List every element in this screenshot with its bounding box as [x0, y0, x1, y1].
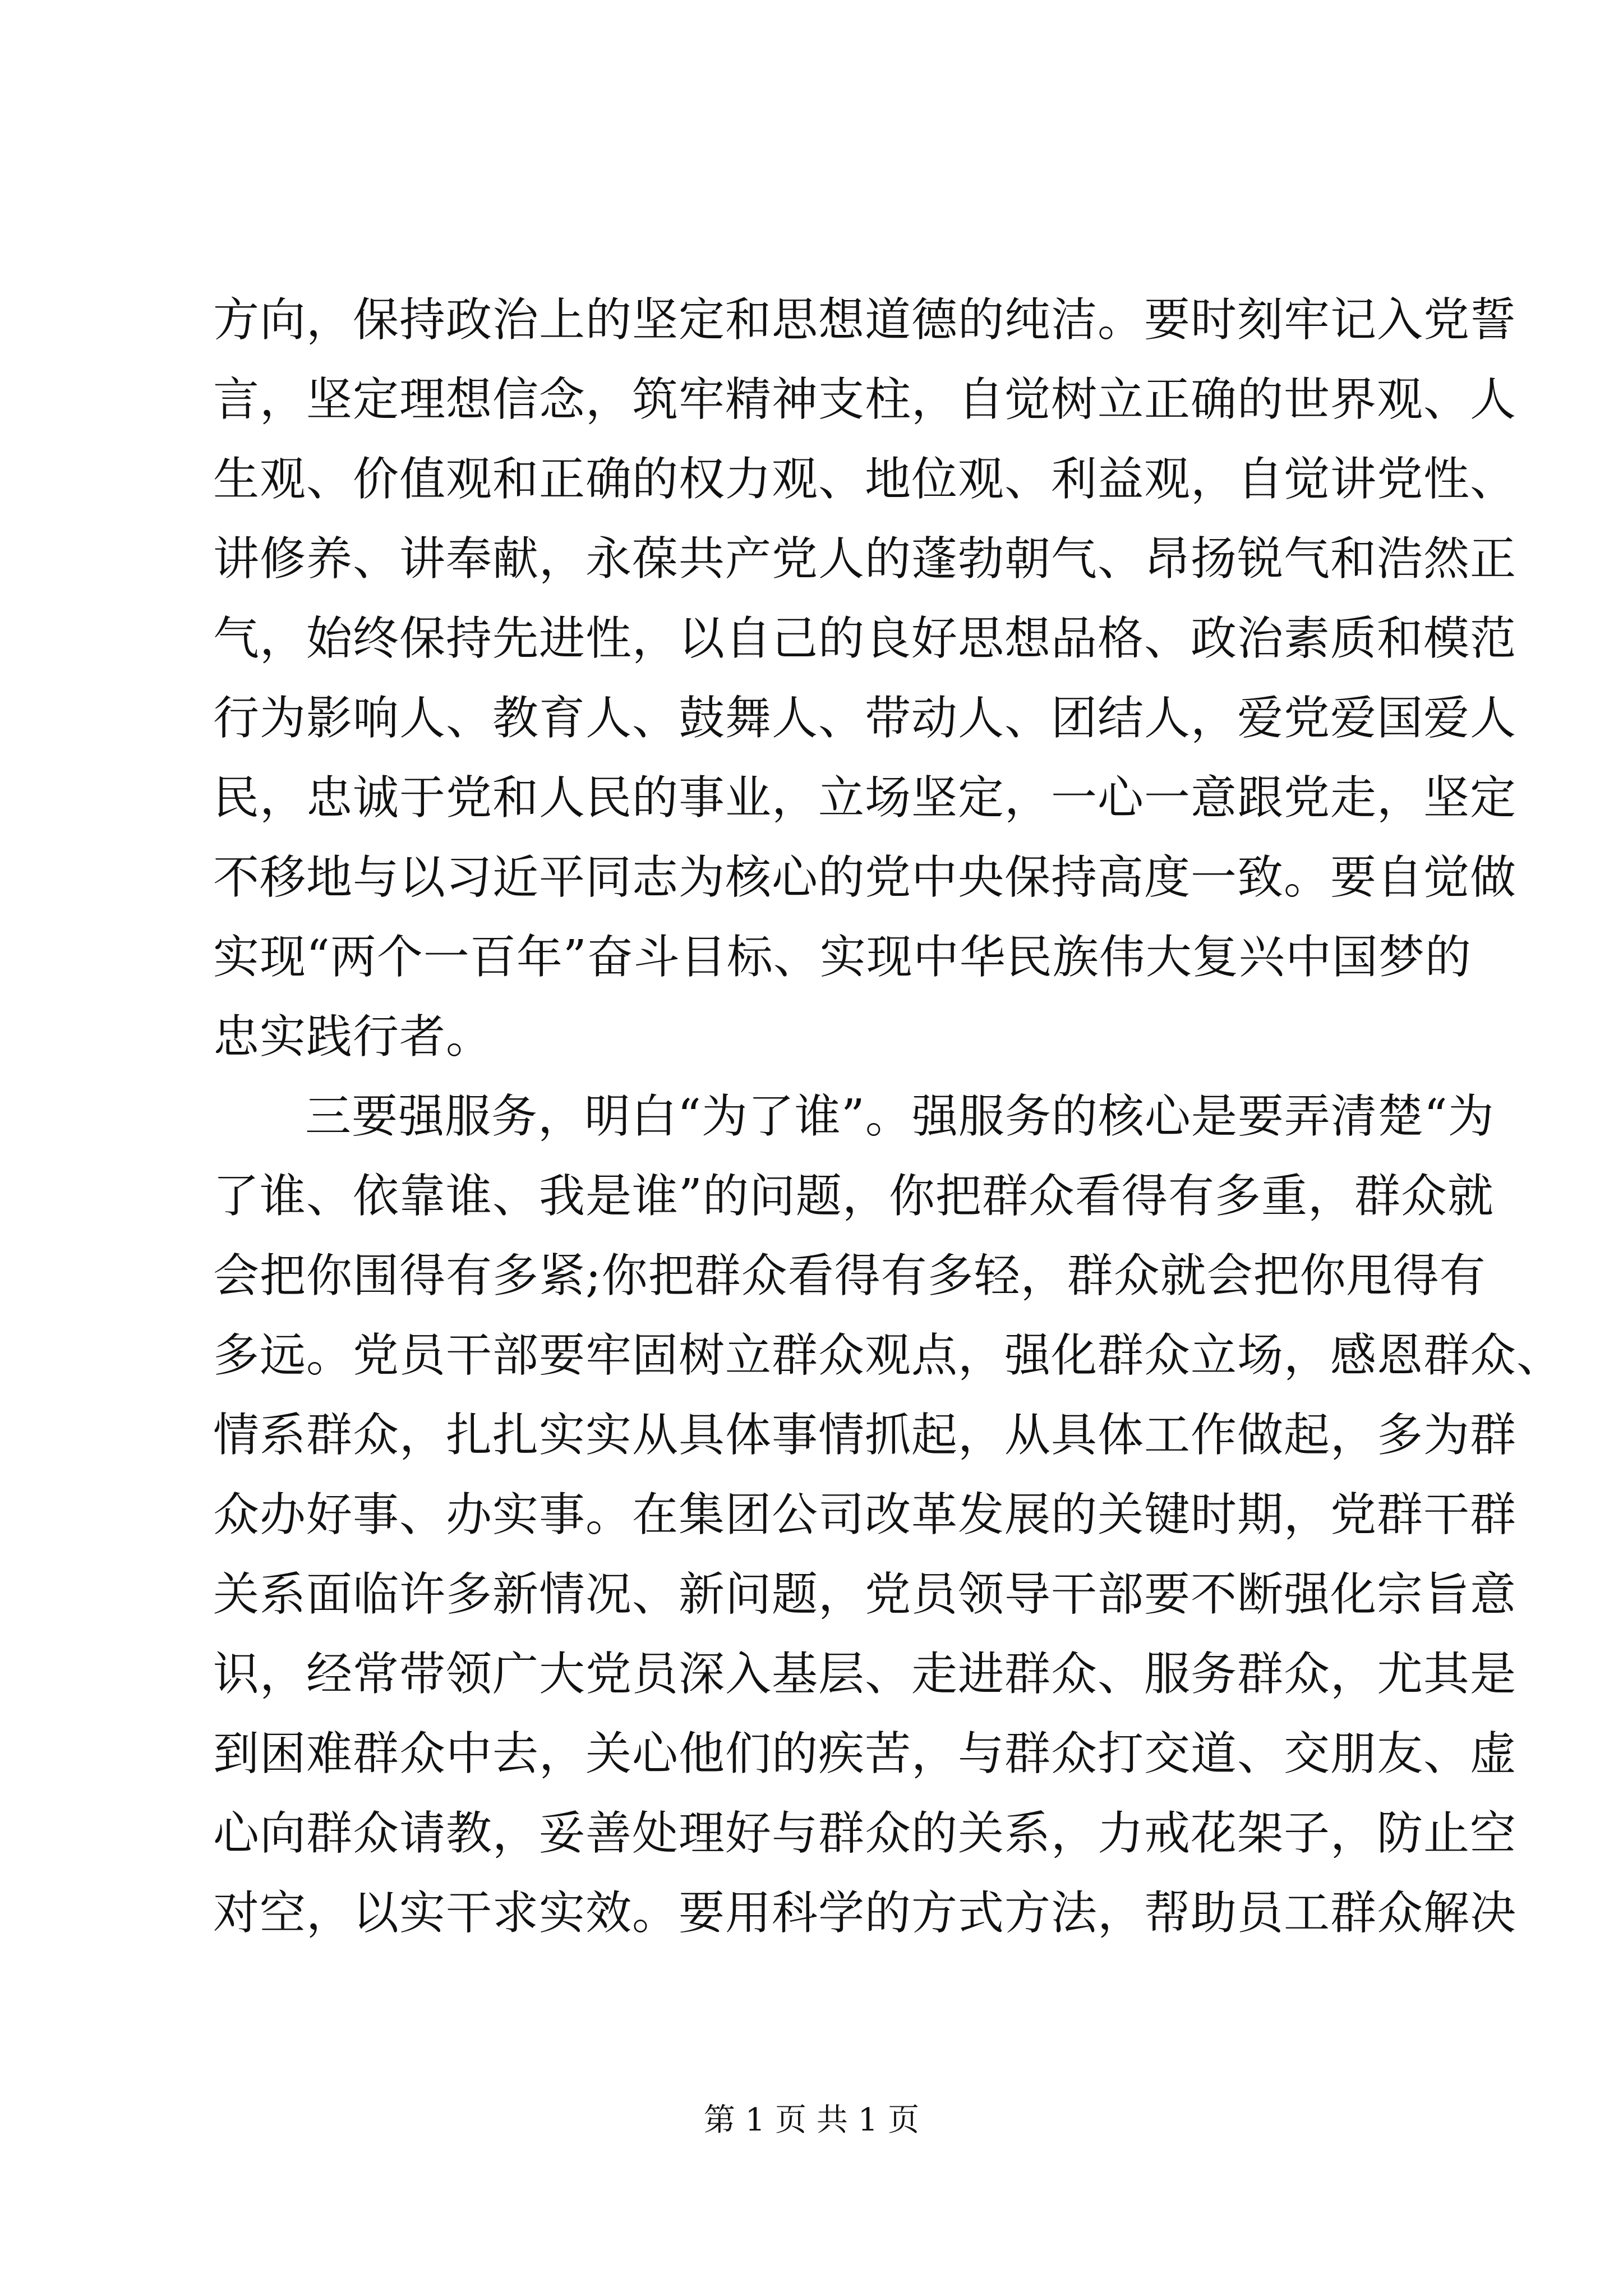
text-line: 气，始终保持先进性，以自己的良好思想品格、政治素质和模范: [213, 612, 1517, 665]
text-line: 众办好事、办实事。在集团公司改革发展的关键时期，党群干群: [213, 1488, 1517, 1542]
text-line-paragraph-end: 忠实践行者。: [213, 1010, 493, 1064]
text-line: 心向群众请教，妥善处理好与群众的关系，力戒花架子，防止空: [213, 1807, 1517, 1860]
text-line: 到困难群众中去，关心他们的疾苦，与群众打交道、交朋友、虚: [213, 1727, 1517, 1780]
text-line: 行为影响人、教育人、鼓舞人、带动人、团结人，爱党爱国爱人: [213, 692, 1517, 745]
text-line: 多远。党员干部要牢固树立群众观点，强化群众立场，感恩群众、: [213, 1329, 1564, 1382]
text-line: 方向，保持政治上的坚定和思想道德的纯洁。要时刻牢记入党誓: [213, 293, 1517, 347]
page-footer: [0, 2098, 1623, 2143]
text-line: 关系面临许多新情况、新问题，党员领导干部要不断强化宗旨意: [213, 1568, 1517, 1621]
text-line: 识，经常带领广大党员深入基层、走进群众、服务群众，尤其是: [213, 1648, 1517, 1701]
text-line: 了谁、依靠谁、我是谁”的问题，你把群众看得有多重，群众就: [213, 1170, 1494, 1223]
text-line-paragraph-start: 三要强服务，明白“为了谁”。强服务的核心是要弄清楚“为: [305, 1090, 1495, 1143]
text-line: 言，坚定理想信念，筑牢精神支柱，自觉树立正确的世界观、人: [213, 373, 1517, 426]
page-number-label: 第 1 页 共 1 页: [703, 2102, 920, 2138]
text-line: 生观、价值观和正确的权力观、地位观、利益观，自觉讲党性、: [213, 453, 1517, 506]
text-line: 民，忠诚于党和人民的事业，立场坚定，一心一意跟党走，坚定: [213, 771, 1517, 825]
text-line: 讲修养、讲奉献，永葆共产党人的蓬勃朝气、昂扬锐气和浩然正: [213, 532, 1517, 586]
text-line: 不移地与以习近平同志为核心的党中央保持高度一致。要自觉做: [213, 851, 1517, 904]
text-line: 情系群众，扎扎实实从具体事情抓起，从具体工作做起，多为群: [213, 1409, 1517, 1462]
body-text: [213, 280, 1564, 1953]
text-line: 对空，以实干求实效。要用科学的方式方法，帮助员工群众解决: [213, 1887, 1517, 1940]
text-line: 实现“两个一百年”奋斗目标、实现中华民族伟大复兴中国梦的: [213, 931, 1472, 984]
text-line: 会把你围得有多紧;你把群众看得有多轻，群众就会把你甩得有: [213, 1249, 1486, 1303]
